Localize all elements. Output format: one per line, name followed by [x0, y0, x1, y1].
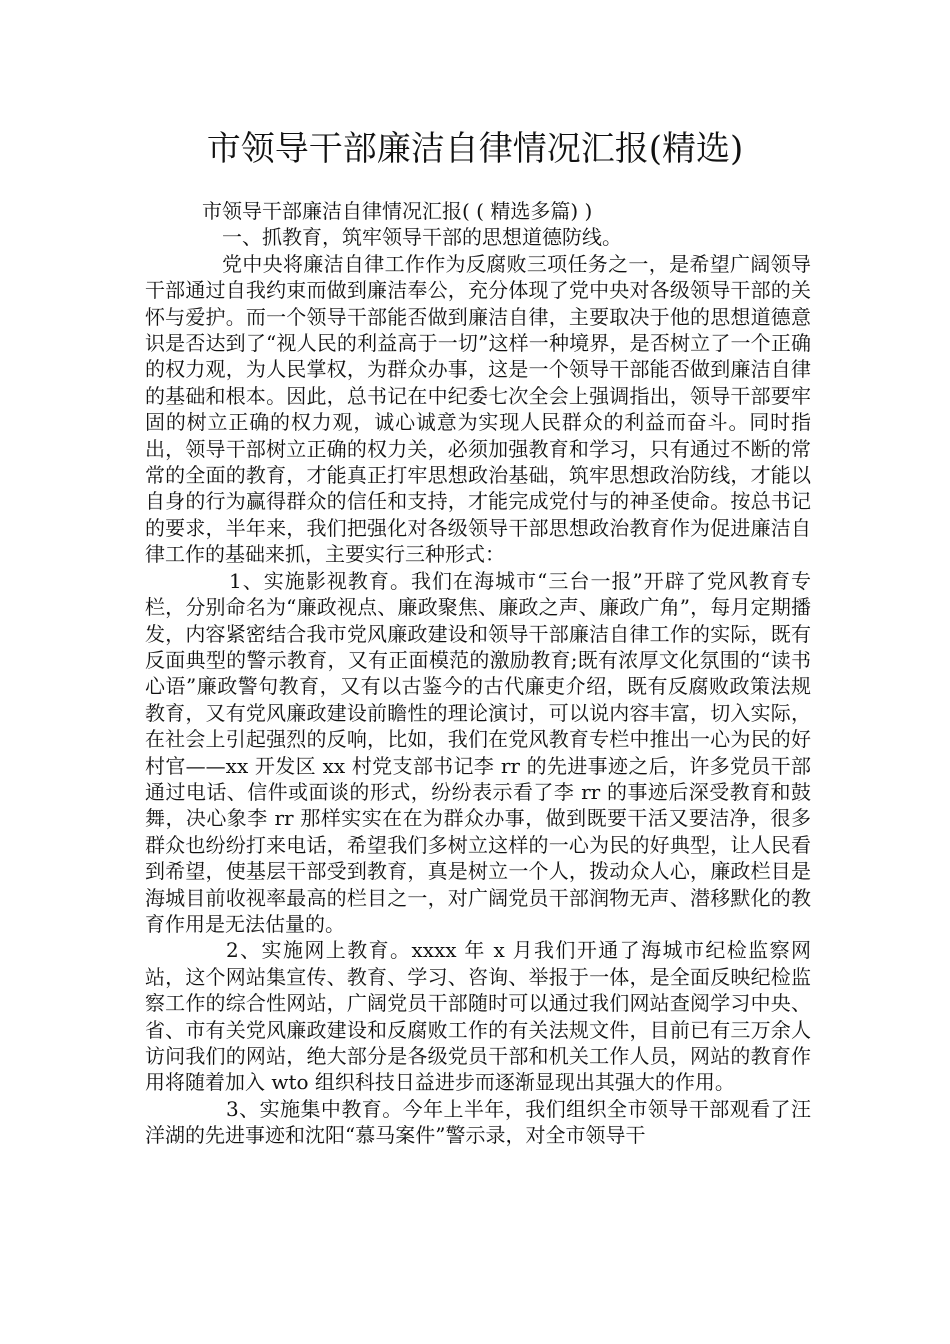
document-body — [145, 198, 811, 1149]
document-title: 市领导干部廉洁自律情况汇报(精选) — [206, 129, 744, 169]
body-paragraph: 党中央将廉洁自律工作作为反腐败三项任务之一，是希望广阔领导干部通过自我约束而做到廉洁奉公，充分体现了党中央对各级领导干部的关怀与爱护。而一个领导干部能否做到廉洁自律，主要取决于他的思想道德意识是否达到了“视人民的利益高于一切”这样一种境界，是否树立了一个正确的权力观，为人民掌权，为群众办事，这是一个领导干部能否做到廉洁自律的基础和根本。因此，总书记在中纪委七次全会上强调指出，领导干部要牢固的树立正确的权力观，诚心诚意为实现人民群众的利益而奋斗。同时指出，领导干部树立正确的权力关，必须加强教育和学习，只有通过不断的常常的全面的教育，才能真正打牢思想政治基础，筑牢思想政治防线，才能以自身的行为赢得群众的信任和支持，才能完成党付与的神圣使命。按总书记的要求，半年来，我们把强化对各级领导干部思想政治教育作为促进廉洁自律工作的基础来抓，主要实行三种形式： — [145, 251, 811, 567]
section-heading: 一、抓教育，筑牢领导干部的思想道德防线。 — [222, 225, 622, 250]
list-item: 1、实施影视教育。我们在海城市“三台一报”开辟了党风教育专栏，分别命名为“廉政视点、廉政聚焦、廉政之声、廉政广角”，每月定期播发，内容紧密结合我市党风廉政建设和领导干部廉洁自律工作的实际，既有反面典型的警示教育，又有正面模范的激励教育;既有浓厚文化氛围的“读书心语”廉政警句教育，又有以古鉴今的古代廉吏介绍，既有反腐败政策法规教育，又有党风廉政建设前瞻性的理论演讨，可以说内容丰富，切入实际，在社会上引起强烈的反响，比如，我们在党风教育专栏中推出一心为民的好村官——xx 开发区 xx 村党支部书记李 rr 的先进事迹之后，许多党员干部通过电话、信件或面谈的形式，纷纷表示看了李 rr 的事迹后深受教育和鼓舞，决心象李 rr 那样实实在在为群众办事，做到既要干活又要洁净，很多群众也纷纷打来电话，希望我们多树立这样的一心为民的好典型，让人民看到希望，使基层干部受到教育，真是树立一个人，拨动众人心，廉政栏目是海城目前收视率最高的栏目之一，对广阔党员干部润物无声、潜移默化的教育作用是无法估量的。 — [145, 568, 811, 936]
list-item: 3、实施集中教育。今年上半年，我们组织全市领导干部观看了汪洋湖的先进事迹和沈阳“慕马案件”警示录，对全市领导干 — [145, 1096, 811, 1148]
list-item: 2、实施网上教育。xxxx 年 x 月我们开通了海城市纪检监察网站，这个网站集宣传、教育、学习、咨询、举报于一体，是全面反映纪检监察工作的综合性网站，广阔党员干部随时可以通过我们网站查阅学习中央、省、市有关党风廉政建设和反腐败工作的有关法规文件，目前已有三万余人访问我们的网站，绝大部分是各级党员干部和机关工作人员，网站的教育作用将随着加入 wto 组织科技日益进步而逐渐显现出其强大的作用。 — [145, 938, 811, 1095]
document-subtitle: 市领导干部廉洁自律情况汇报( ( 精选多篇) ) — [202, 199, 593, 223]
